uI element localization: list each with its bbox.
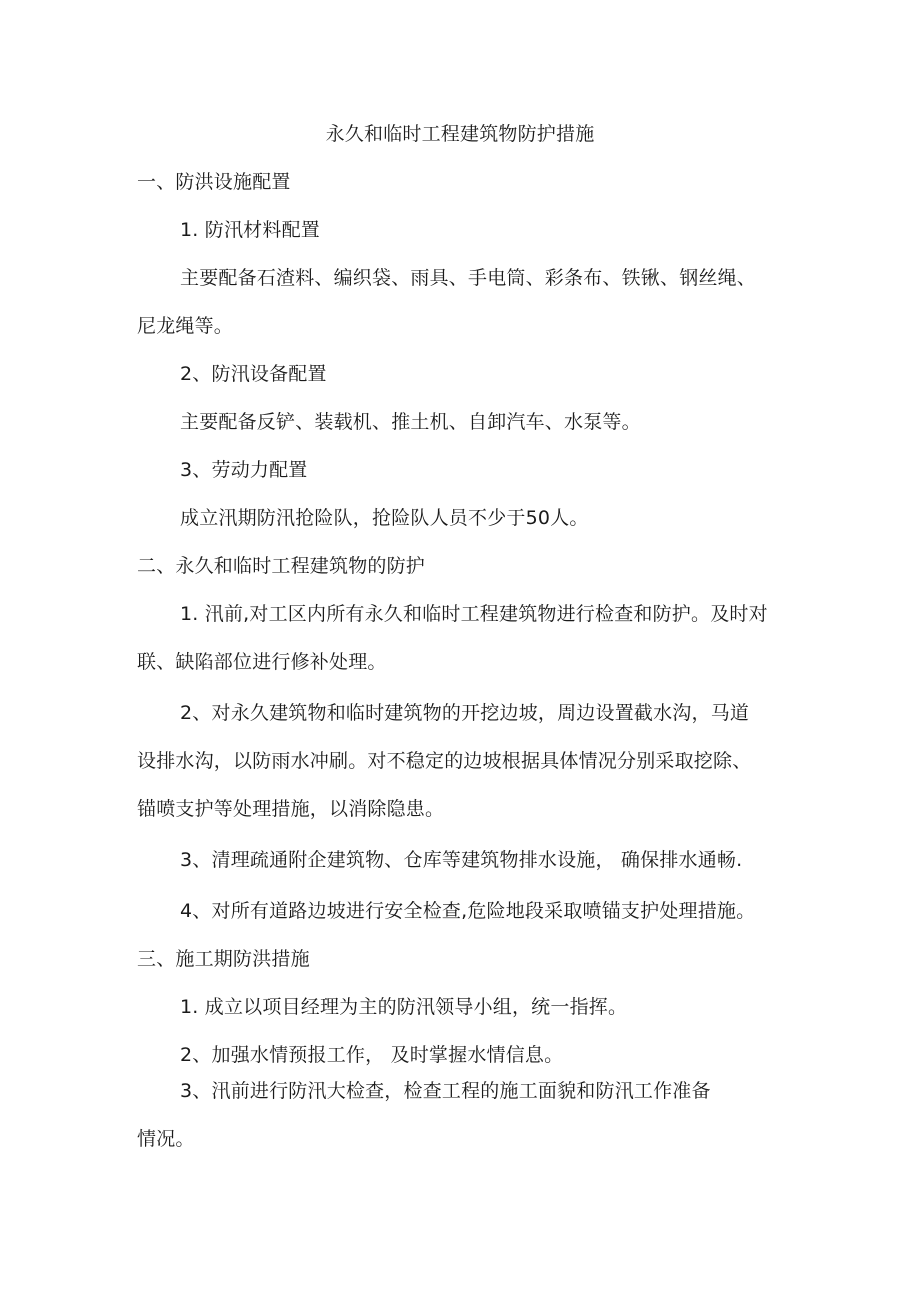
paragraph-line: 主要配备石渣料、编织袋、雨具、手电筒、彩条布、铁锹、钢丝绳、 <box>180 267 757 289</box>
paragraph-line: 4、对所有道路边坡进行安全检查,危险地段采取喷锚支护处理措施。 <box>180 900 756 922</box>
section-heading-1: 一、防洪设施配置 <box>137 171 291 193</box>
paragraph-line: 1. 成立以项目经理为主的防汛领导小组，统一指挥。 <box>180 996 628 1018</box>
paragraph-line: 1. 汛前,对工区内所有永久和临时工程建筑物进行检查和防护。及时对 <box>180 603 768 625</box>
paragraph-line: 尼龙绳等。 <box>137 315 234 337</box>
paragraph-line: 联、缺陷部位进行修补处理。 <box>137 651 387 673</box>
paragraph-line: 2、对永久建筑物和临时建筑物的开挖边坡，周边设置截水沟，马道 <box>180 702 750 724</box>
paragraph-line: 情况。 <box>137 1128 195 1150</box>
subheading-1-3: 3、劳动力配置 <box>180 459 308 481</box>
page-title: 永久和临时工程建筑物防护措施 <box>325 123 595 145</box>
subheading-1-2: 2、防汛设备配置 <box>180 363 327 385</box>
paragraph-line: 成立汛期防汛抢险队，抢险队人员不少于50人。 <box>180 507 589 529</box>
paragraph-line: 主要配备反铲、装载机、推土机、自卸汽车、水泵等。 <box>180 411 641 433</box>
section-heading-2: 二、永久和临时工程建筑物的防护 <box>137 555 426 577</box>
paragraph-line: 2、加强水情预报工作， 及时掌握水情信息。 <box>180 1044 564 1066</box>
subheading-1-1: 1. 防汛材料配置 <box>180 219 320 241</box>
section-heading-3: 三、施工期防洪措施 <box>137 948 310 970</box>
paragraph-line: 锚喷支护等处理措施，以消除隐患。 <box>137 798 445 820</box>
paragraph-line: 设排水沟，以防雨水冲刷。对不稳定的边坡根据具体情况分别采取挖除、 <box>137 750 752 772</box>
paragraph-line: 3、清理疏通附企建筑物、仓库等建筑物排水设施， 确保排水通畅. <box>180 849 743 871</box>
paragraph-line: 3、汛前进行防汛大检查，检查工程的施工面貌和防汛工作准备 <box>180 1080 711 1102</box>
